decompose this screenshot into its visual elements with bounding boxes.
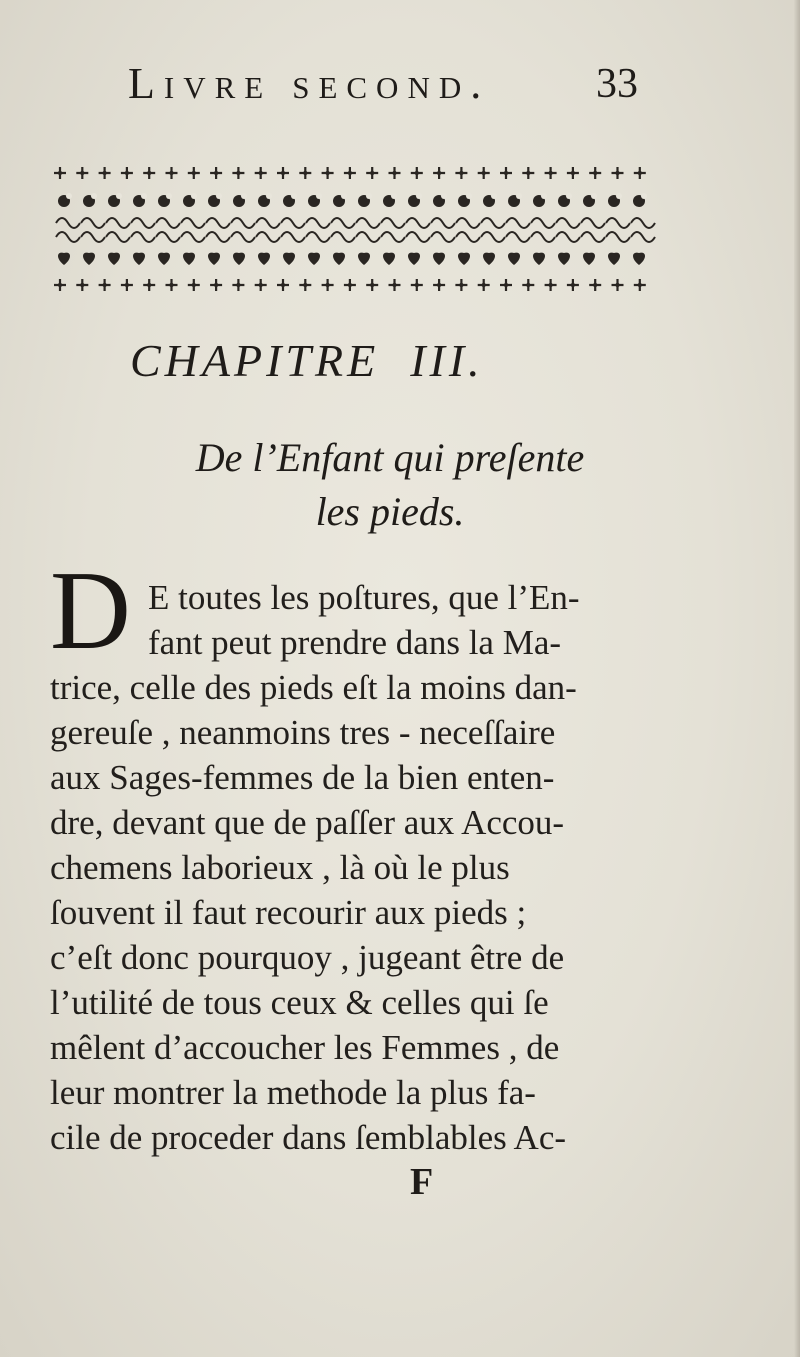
- chapter-subtitle-line-2: les pieds.: [315, 489, 465, 534]
- page-edge: [794, 0, 800, 1357]
- body-line: E toutes les poſtures, que l’En-: [148, 578, 580, 617]
- body-line: fant peut prendre dans la Ma-: [148, 623, 562, 662]
- body-line: c’eſt donc pourquoy , jugeant être de: [50, 938, 565, 977]
- body-line: dre, devant que de paſſer aux Accou-: [50, 803, 565, 842]
- body-line: l’utilité de tous ceux & celles qui ſe: [50, 983, 549, 1022]
- signature-mark: F: [410, 1161, 434, 1203]
- chapter-title: CHAPITRE III.: [130, 335, 484, 386]
- body-line: gereuſe , neanmoins tres - neceſſaire: [50, 713, 556, 752]
- body-line: chemens laborieux , là où le plus: [50, 848, 510, 887]
- body-line: trice, celle des pieds eſt la moins dan-: [50, 668, 577, 707]
- chapter-subtitle-line-1: De l’Enfant qui preſente: [195, 435, 585, 480]
- page-number: 33: [596, 61, 638, 107]
- body-line: aux Sages-femmes de la bien enten-: [50, 758, 555, 797]
- page-header: [128, 58, 668, 118]
- body-line: mêlent d’accoucher les Femmes , de: [50, 1028, 560, 1067]
- running-title: Livre second.: [128, 59, 491, 108]
- ornament-band: [52, 165, 657, 295]
- body-line: leur montrer la methode la plus fa-: [50, 1073, 536, 1112]
- drop-cap: D: [50, 549, 131, 673]
- body-line: cile de proceder dans ſemblables Ac-: [50, 1118, 567, 1157]
- body-line: ſouvent il faut recourir aux pieds ;: [50, 893, 527, 932]
